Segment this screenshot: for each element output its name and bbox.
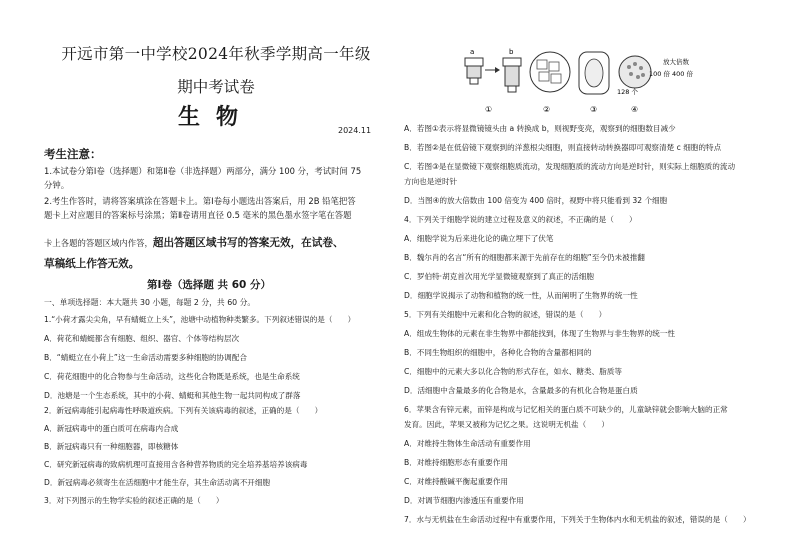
exam-date: 2024.11 xyxy=(338,126,372,135)
left-line: C．研究新冠病毒的致病机理可直接用含各种营养物质的完全培养基培养该病毒 xyxy=(44,460,308,469)
right-line: A．若图①表示将显微镜镜头由 a 转换成 b，则视野变亮，观察到的细胞数目减少 xyxy=(404,124,676,133)
right-line: C．细胞中的元素大多以化合物的形式存在，如水、糖类、脂质等 xyxy=(404,367,622,376)
cell-count: 128 个 xyxy=(617,88,638,96)
exam-title: 期中考试卷 xyxy=(177,78,255,96)
section-title: 第Ⅰ卷（选择题 共 60 分） xyxy=(147,279,271,291)
root-tip-field-icon xyxy=(530,52,570,92)
notice-heading: 考生注意： xyxy=(44,147,102,161)
left-line: 1.“小荷才露尖尖角，早有蜻蜓立上头”，池塘中动植物种类繁多。下列叙述错误的是（ ） xyxy=(44,315,356,324)
notice-p2-line3-plain: 卡上各题的答题区域内作答， xyxy=(44,238,153,248)
right-line: 7．水与无机盐在生命活动过程中有重要作用，下列关于生物体内水和无机盐的叙述，错误的是（ ） xyxy=(404,515,751,524)
figure-number: ④ xyxy=(631,105,639,114)
right-line: D．细胞学说揭示了动物和植物的统一性，从而阐明了生物界的统一性 xyxy=(404,291,638,300)
right-line: B．不同生物组织的细胞中，各种化合物的含量都相同的 xyxy=(404,348,592,357)
notice-p1-line1: 1.本试卷分第Ⅰ卷（选择题）和第Ⅱ卷（非选择题）两部分，满分 100 分，考试时间 75 xyxy=(44,166,362,176)
label-b: b xyxy=(509,48,514,56)
right-line: A．组成生物体的元素在非生物界中都能找到，体现了生物界与非生物界的统一性 xyxy=(404,329,675,338)
figure-number: ③ xyxy=(590,105,598,114)
objective-b-icon xyxy=(503,58,521,92)
section-instruction: 一、单项选择题：本大题共 30 小题，每题 2 分，共 60 分。 xyxy=(44,298,256,307)
magnification-values: 100 倍 400 倍 xyxy=(649,70,694,78)
notice-p2-line4: 草稿纸上作答无效。 xyxy=(44,258,140,270)
right-line: B．对维持细胞形态有重要作用 xyxy=(404,458,508,467)
notice-p1-line2: 分钟。 xyxy=(44,180,70,190)
figure-number: ① xyxy=(485,105,493,114)
notice-p2-emphasis xyxy=(44,233,374,275)
notice-p1 xyxy=(44,164,374,192)
right-line: C．若图③是在显微镜下观察细胞质流动，发现细胞质的流动方向是逆时针，则实际上细胞质的流动 xyxy=(404,162,736,171)
plant-cell-icon xyxy=(579,52,609,94)
right-line: 4．下列关于细胞学说的建立过程及意义的叙述，不正确的是（ ） xyxy=(404,215,637,224)
magnification-title: 放大倍数 xyxy=(663,58,689,66)
right-line: B．若图②是在低倍镜下观察到的洋葱根尖细胞，则直接转动转换器即可观察清楚 c 细胞的特点 xyxy=(404,143,722,152)
left-line: 2．新冠病毒能引起病毒性呼吸道疾病。下列有关该病毒的叙述，正确的是（ ） xyxy=(44,406,323,415)
label-a: a xyxy=(470,48,475,56)
right-line: 5．下列有关细胞中元素和化合物的叙述，错误的是（ ） xyxy=(404,310,607,319)
figure-number: ② xyxy=(543,105,551,114)
left-line: A．荷花和蜻蜓都含有细胞、组织、器官、个体等结构层次 xyxy=(44,334,240,343)
left-line: A．新冠病毒中的蛋白质可在病毒内合成 xyxy=(44,424,179,433)
right-line: 发育。因此，苹果又被称为记忆之果。这说明无机盐（ ） xyxy=(404,420,610,429)
right-line: B．魏尔肖的名言“所有的细胞都来源于先前存在的细胞”至今仍未被推翻 xyxy=(404,253,645,262)
right-line: 6．苹果含有锌元素，而锌是构成与记忆相关的蛋白质不可缺少的，儿童缺锌就会影响大脑的正常 xyxy=(404,405,728,414)
objective-a-icon xyxy=(465,58,483,84)
right-line: D．活细胞中含量最多的化合物是水，含量最多的有机化合物是蛋白质 xyxy=(404,386,638,395)
notice-p2-line3 xyxy=(44,233,374,254)
right-line: 方向也是逆时针 xyxy=(404,177,458,186)
right-line: A．细胞学说为后来进化论的确立埋下了伏笔 xyxy=(404,234,554,243)
school-title: 开远市第一中学校2024年秋季学期高一年级 xyxy=(61,45,371,63)
subject-title: 生物 xyxy=(177,104,254,130)
right-line: A．对维持生物体生命活动有重要作用 xyxy=(404,439,531,448)
right-line: D．当图④的放大倍数由 100 倍变为 400 倍时，视野中将只能看到 32 个细胞 xyxy=(404,196,668,205)
right-line: D．对调节细胞内渗透压有重要作用 xyxy=(404,496,524,505)
cell-field-icon xyxy=(619,56,651,88)
right-line: C．罗伯特·胡克首次用光学显微镜观察到了真正的活细胞 xyxy=(404,272,594,281)
left-line: 3．对下列图示的生物学实验的叙述正确的是（ ） xyxy=(44,496,224,505)
question3-figure xyxy=(455,40,695,118)
notice-p2-line3-bold: 超出答题区域书写的答案无效，在试卷、 xyxy=(152,237,344,249)
notice-p2-line1: 2.考生作答时，请将答案填涂在答题卡上。第Ⅰ卷每小题选出答案后，用 2B 铅笔把答 xyxy=(44,196,356,206)
left-line: D．新冠病毒必须寄生在活细胞中才能生存，其生命活动离不开细胞 xyxy=(44,478,271,487)
arrowhead-icon xyxy=(495,67,500,73)
notice-p2-line2: 题卡上对应题目的答案标号涂黑；第Ⅱ卷请用直径 0.5 毫米的黑色墨水签字笔在答题 xyxy=(44,210,352,220)
left-line: B．“蜻蜓立在小荷上”这一生命活动需要多种细胞的协调配合 xyxy=(44,353,247,362)
notice-p2 xyxy=(44,194,374,222)
left-line: C．荷花细胞中的化合物参与生命活动，这些化合物既是系统，也是生命系统 xyxy=(44,372,300,381)
right-line: C．对维持酸碱平衡起重要作用 xyxy=(404,477,509,486)
left-line: D．池塘是一个生态系统，其中的小荷、蜻蜓和其他生物一起共同构成了群落 xyxy=(44,391,301,400)
left-line: B．新冠病毒只有一种细胞器，即核糖体 xyxy=(44,442,179,451)
